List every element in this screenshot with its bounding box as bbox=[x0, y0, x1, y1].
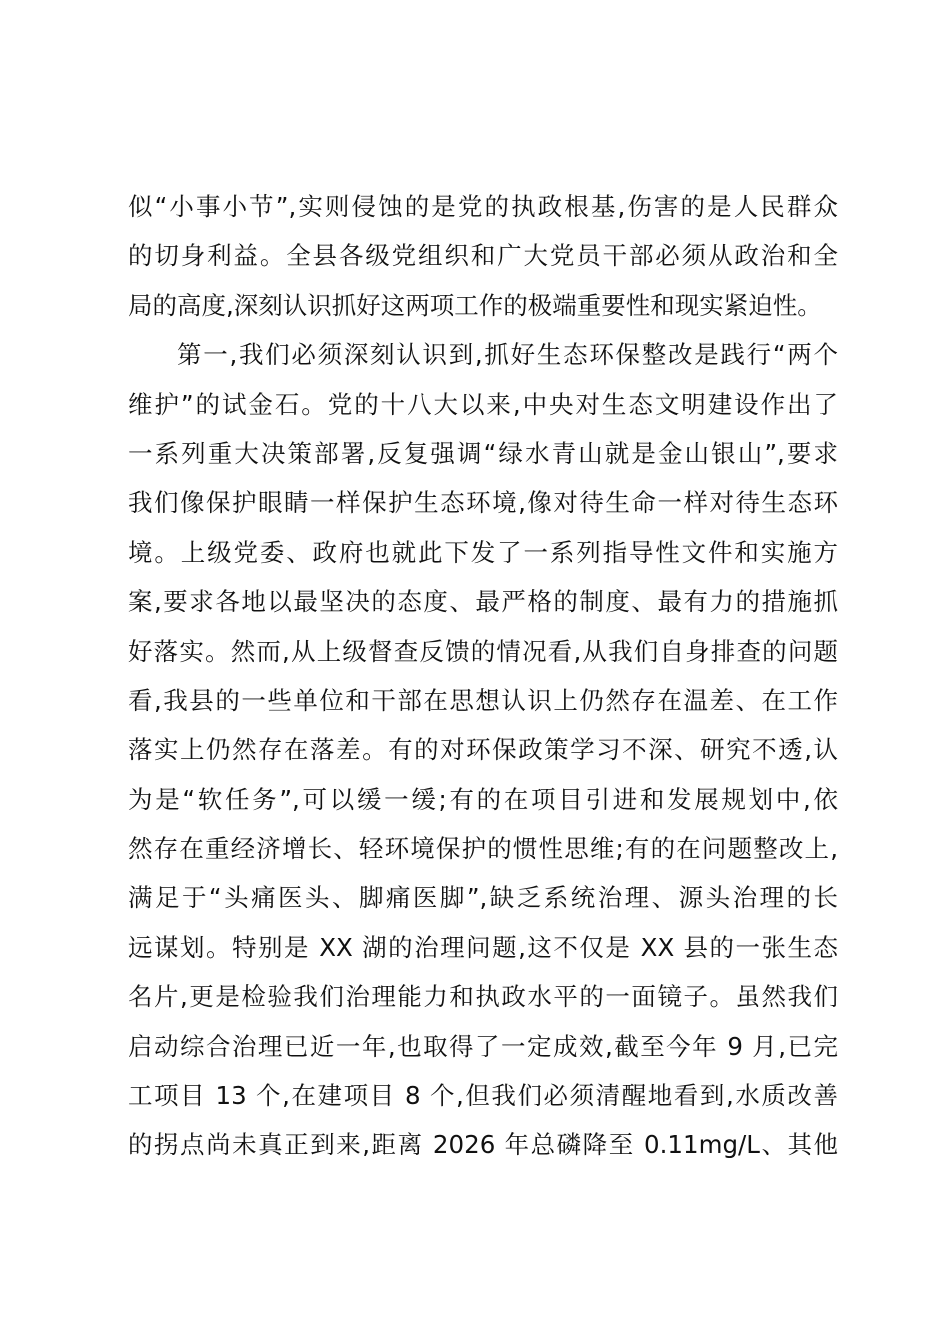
text-line: 看,我县的一些单位和干部在思想认识上仍然存在温差、在工作 bbox=[128, 685, 838, 715]
text-line: 为是“软任务”,可以缓一缓;有的在项目引进和发展规划中,依 bbox=[128, 784, 838, 814]
text-line: 局的高度,深刻认识抓好这两项工作的极端重要性和现实紧迫性。 bbox=[128, 290, 822, 320]
text-line: 好落实。然而,从上级督查反馈的情况看,从我们自身排查的问题 bbox=[128, 636, 838, 666]
text-line: 的拐点尚未真正到来,距离 2026 年总磷降至 0.11mg/L、其他 bbox=[128, 1130, 838, 1160]
text-line: 似“小事小节”,实则侵蚀的是党的执政根基,伤害的是人民群众 bbox=[128, 192, 838, 221]
text-line: 我们像保护眼睛一样保护生态环境,像对待生命一样对待生态环 bbox=[128, 488, 838, 518]
body-text bbox=[128, 182, 838, 1170]
text-line: 满足于“头痛医头、脚痛医脚”,缺乏系统治理、源头治理的长 bbox=[128, 883, 838, 913]
text-line: 落实上仍然存在落差。有的对环保政策学习不深、研究不透,认 bbox=[128, 735, 838, 765]
text-line: 名片,更是检验我们治理能力和执政水平的一面镜子。虽然我们 bbox=[128, 982, 838, 1012]
text-line: 启动综合治理已近一年,也取得了一定成效,截至今年 9 月,已完 bbox=[128, 1031, 838, 1061]
text-line: 工项目 13 个,在建项目 8 个,但我们必须清醒地看到,水质改善 bbox=[128, 1081, 838, 1111]
text-line: 的切身利益。全县各级党组织和广大党员干部必须从政治和全 bbox=[128, 241, 838, 271]
text-line: 案,要求各地以最坚决的态度、最严格的制度、最有力的措施抓 bbox=[128, 587, 838, 617]
text-line: 远谋划。特别是 XX 湖的治理问题,这不仅是 XX 县的一张生态 bbox=[128, 932, 838, 962]
text-line: 然存在重经济增长、轻环境保护的惯性思维;有的在问题整改上, bbox=[128, 834, 838, 864]
text-line: 境。上级党委、政府也就此下发了一系列指导性文件和实施方 bbox=[128, 537, 838, 567]
text-line: 维护”的试金石。党的十八大以来,中央对生态文明建设作出了 bbox=[128, 389, 838, 419]
paragraph-first-line: 第一,我们必须深刻认识到,抓好生态环保整改是践行“两个 bbox=[177, 340, 838, 370]
text-line: 一系列重大决策部署,反复强调“绿水青山就是金山银山”,要求 bbox=[128, 438, 838, 468]
